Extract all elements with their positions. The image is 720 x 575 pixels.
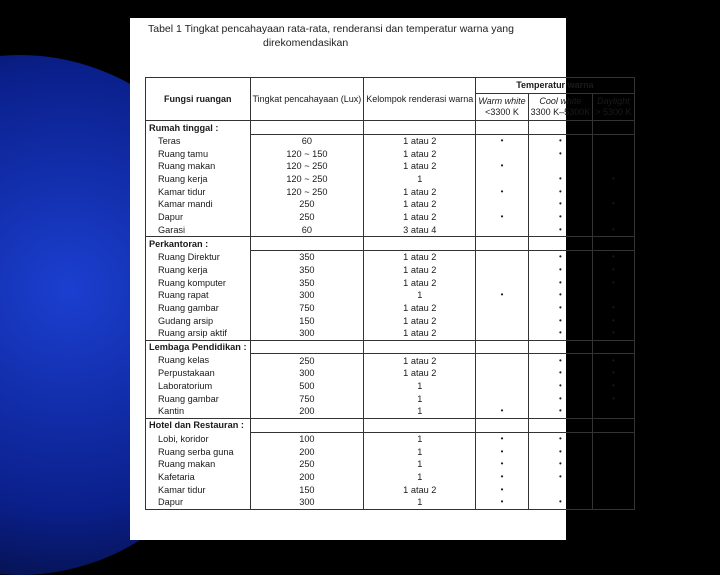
row-lux: 200 <box>250 445 364 458</box>
row-lux: 300 <box>250 367 364 380</box>
warm-marker: • <box>500 433 504 443</box>
row-warm-cell <box>476 264 528 277</box>
table-row <box>146 445 635 458</box>
cool-marker: • <box>559 446 562 456</box>
cool-marker: • <box>559 148 562 158</box>
cool-marker: • <box>559 199 562 209</box>
row-lux: 120 ~ 250 <box>250 185 364 198</box>
section-empty-cell <box>528 237 593 251</box>
row-cool-cell <box>528 185 593 198</box>
day-marker: • <box>611 224 615 234</box>
row-day-cell <box>593 380 634 393</box>
row-day-cell <box>593 173 634 186</box>
row-group: 1 <box>364 432 476 445</box>
day-marker: • <box>611 199 615 209</box>
row-day-cell <box>593 224 634 237</box>
cool-marker: • <box>559 406 562 416</box>
row-warm-cell <box>476 314 528 327</box>
row-day-cell <box>593 185 634 198</box>
row-name: Kafetaria <box>146 471 251 484</box>
row-day-cell <box>593 458 634 471</box>
row-day-cell <box>593 483 634 496</box>
table-row <box>146 314 635 327</box>
row-warm-cell <box>476 405 528 418</box>
section-empty-cell <box>364 418 476 432</box>
section-empty-cell <box>476 418 528 432</box>
cool-marker: • <box>559 381 562 391</box>
row-lux: 250 <box>250 458 364 471</box>
row-lux: 250 <box>250 354 364 367</box>
lighting-table <box>145 77 635 510</box>
warm-marker: • <box>500 406 504 416</box>
table-row <box>146 250 635 263</box>
header-warm <box>476 94 528 121</box>
row-lux: 100 <box>250 432 364 445</box>
row-warm-cell <box>476 173 528 186</box>
section-empty-cell <box>250 237 364 251</box>
section-empty-cell <box>364 121 476 135</box>
row-group: 1 atau 2 <box>364 250 476 263</box>
row-cool-cell <box>528 302 593 315</box>
row-name: Kamar tidur <box>146 483 251 496</box>
row-group: 1 <box>364 380 476 393</box>
row-day-cell <box>593 327 634 340</box>
header-kelompok: Kelompok renderasi warna <box>364 78 476 121</box>
table-row <box>146 483 635 496</box>
header-day-label: Daylight <box>597 96 630 106</box>
row-warm-cell <box>476 147 528 160</box>
cool-marker: • <box>559 290 562 300</box>
warm-marker: • <box>500 484 504 494</box>
row-warm-cell <box>476 445 528 458</box>
row-warm-cell <box>476 483 528 496</box>
row-group: 1 atau 2 <box>364 264 476 277</box>
row-cool-cell <box>528 445 593 458</box>
row-cool-cell <box>528 405 593 418</box>
warm-marker: • <box>500 212 504 222</box>
day-marker: • <box>611 277 615 287</box>
row-lux: 350 <box>250 264 364 277</box>
day-marker: • <box>611 252 615 262</box>
table-row <box>146 496 635 509</box>
row-group: 1 atau 2 <box>364 134 476 147</box>
cool-marker: • <box>559 315 562 325</box>
row-lux: 120 ~ 150 <box>250 147 364 160</box>
row-group: 1 <box>364 471 476 484</box>
row-cool-cell <box>528 264 593 277</box>
row-group: 1 atau 2 <box>364 211 476 224</box>
cool-marker: • <box>559 433 562 443</box>
row-name: Dapur <box>146 496 251 509</box>
table-row <box>146 367 635 380</box>
row-day-cell <box>593 289 634 302</box>
row-group: 1 atau 2 <box>364 302 476 315</box>
cool-marker: • <box>559 186 562 196</box>
table-row <box>146 211 635 224</box>
warm-marker: • <box>500 497 504 507</box>
row-cool-cell <box>528 432 593 445</box>
caption-line-1: Tabel 1 Tingkat pencahayaan rata-rata, renderansi dan temperatur warna yang <box>148 23 514 35</box>
table-caption <box>148 22 548 50</box>
section-row <box>146 121 635 135</box>
row-lux: 250 <box>250 198 364 211</box>
day-marker: • <box>611 368 615 378</box>
section-empty-cell <box>476 121 528 135</box>
table-row <box>146 147 635 160</box>
row-group: 1 <box>364 392 476 405</box>
row-group: 1 <box>364 289 476 302</box>
row-name: Garasi <box>146 224 251 237</box>
table-row <box>146 173 635 186</box>
table-row <box>146 224 635 237</box>
table-row <box>146 185 635 198</box>
section-empty-cell <box>364 237 476 251</box>
cool-marker: • <box>559 136 562 146</box>
row-day-cell <box>593 392 634 405</box>
caption-line-2: direkomendasikan <box>263 37 349 49</box>
row-group: 1 atau 2 <box>364 147 476 160</box>
row-cool-cell <box>528 314 593 327</box>
row-cool-cell <box>528 198 593 211</box>
section-empty-cell <box>528 418 593 432</box>
row-cool-cell <box>528 173 593 186</box>
section-empty-cell <box>476 340 528 354</box>
cool-marker: • <box>559 252 562 262</box>
row-lux: 120 ~ 250 <box>250 173 364 186</box>
row-group: 1 atau 2 <box>364 160 476 173</box>
row-group: 1 atau 2 <box>364 327 476 340</box>
row-lux: 60 <box>250 134 364 147</box>
section-empty-cell <box>476 237 528 251</box>
header-warm-label: Warm white <box>478 96 526 106</box>
section-empty-cell <box>593 340 634 354</box>
row-group: 1 atau 2 <box>364 276 476 289</box>
cool-marker: • <box>559 368 562 378</box>
row-name: Ruang gambar <box>146 302 251 315</box>
row-warm-cell <box>476 327 528 340</box>
cool-marker: • <box>559 459 562 469</box>
row-cool-cell <box>528 458 593 471</box>
row-group: 1 atau 2 <box>364 198 476 211</box>
table-row <box>146 160 635 173</box>
row-lux: 150 <box>250 483 364 496</box>
row-name: Ruang kelas <box>146 354 251 367</box>
table-row <box>146 198 635 211</box>
section-empty-cell <box>250 121 364 135</box>
row-lux: 300 <box>250 496 364 509</box>
table-row <box>146 289 635 302</box>
section-empty-cell <box>593 121 634 135</box>
cool-marker: • <box>559 224 562 234</box>
cool-marker: • <box>559 264 562 274</box>
section-title: Lembaga Pendidikan : <box>146 340 251 354</box>
cool-marker: • <box>559 393 562 403</box>
row-lux: 350 <box>250 276 364 289</box>
cool-marker: • <box>559 471 562 481</box>
row-name: Ruang gambar <box>146 392 251 405</box>
warm-marker: • <box>500 186 504 196</box>
warm-marker: • <box>500 161 504 171</box>
table-row <box>146 302 635 315</box>
cool-marker: • <box>559 497 562 507</box>
cool-marker: • <box>559 174 562 184</box>
warm-marker: • <box>500 136 504 146</box>
row-name: Ruang serba guna <box>146 445 251 458</box>
row-day-cell <box>593 405 634 418</box>
row-warm-cell <box>476 432 528 445</box>
row-group: 1 atau 2 <box>364 314 476 327</box>
row-lux: 300 <box>250 289 364 302</box>
warm-marker: • <box>500 459 504 469</box>
row-warm-cell <box>476 289 528 302</box>
table-row <box>146 264 635 277</box>
row-name: Ruang makan <box>146 160 251 173</box>
header-cool <box>528 94 593 121</box>
scanned-table-image <box>130 18 632 540</box>
header-cool-range: 3300 K–5300K <box>530 107 591 117</box>
row-cool-cell <box>528 211 593 224</box>
row-name: Laboratorium <box>146 380 251 393</box>
row-warm-cell <box>476 471 528 484</box>
header-warm-range: <3300 K <box>485 107 519 117</box>
day-marker: • <box>611 264 615 274</box>
row-day-cell <box>593 147 634 160</box>
row-cool-cell <box>528 496 593 509</box>
table-row <box>146 458 635 471</box>
row-cool-cell <box>528 367 593 380</box>
row-lux: 300 <box>250 327 364 340</box>
table-row <box>146 471 635 484</box>
row-lux: 750 <box>250 302 364 315</box>
cool-marker: • <box>559 277 562 287</box>
row-group: 3 atau 4 <box>364 224 476 237</box>
row-name: Teras <box>146 134 251 147</box>
header-temperatur: Temperatur warna <box>476 78 634 94</box>
section-row <box>146 340 635 354</box>
row-group: 1 <box>364 458 476 471</box>
row-day-cell <box>593 198 634 211</box>
row-lux: 350 <box>250 250 364 263</box>
table-row <box>146 432 635 445</box>
warm-marker: • <box>500 290 504 300</box>
row-name: Ruang kerja <box>146 264 251 277</box>
row-lux: 150 <box>250 314 364 327</box>
row-group: 1 atau 2 <box>364 483 476 496</box>
row-cool-cell <box>528 327 593 340</box>
row-lux: 750 <box>250 392 364 405</box>
row-lux: 500 <box>250 380 364 393</box>
row-name: Ruang kerja <box>146 173 251 186</box>
row-lux: 200 <box>250 405 364 418</box>
section-empty-cell <box>528 121 593 135</box>
row-group: 1 <box>364 173 476 186</box>
row-day-cell <box>593 276 634 289</box>
row-day-cell <box>593 134 634 147</box>
row-lux: 120 ~ 250 <box>250 160 364 173</box>
row-name: Ruang makan <box>146 458 251 471</box>
row-warm-cell <box>476 380 528 393</box>
row-cool-cell <box>528 134 593 147</box>
row-day-cell <box>593 471 634 484</box>
day-marker: • <box>611 174 615 184</box>
day-marker: • <box>611 393 615 403</box>
day-marker: • <box>611 381 615 391</box>
section-empty-cell <box>528 340 593 354</box>
section-empty-cell <box>250 340 364 354</box>
row-name: Kantin <box>146 405 251 418</box>
row-cool-cell <box>528 276 593 289</box>
row-cool-cell <box>528 160 593 173</box>
row-cool-cell <box>528 147 593 160</box>
row-warm-cell <box>476 211 528 224</box>
table-row <box>146 354 635 367</box>
row-name: Lobi, koridor <box>146 432 251 445</box>
row-group: 1 <box>364 445 476 458</box>
header-day <box>593 94 634 121</box>
row-lux: 60 <box>250 224 364 237</box>
warm-marker: • <box>500 446 504 456</box>
table-row <box>146 392 635 405</box>
row-group: 1 <box>364 496 476 509</box>
row-lux: 250 <box>250 211 364 224</box>
row-day-cell <box>593 354 634 367</box>
row-day-cell <box>593 314 634 327</box>
header-cool-label: Cool white <box>539 96 582 106</box>
row-warm-cell <box>476 496 528 509</box>
row-warm-cell <box>476 392 528 405</box>
row-cool-cell <box>528 471 593 484</box>
cool-marker: • <box>559 355 562 365</box>
cool-marker: • <box>559 328 562 338</box>
row-name: Dapur <box>146 211 251 224</box>
row-day-cell <box>593 432 634 445</box>
table-row <box>146 276 635 289</box>
section-empty-cell <box>250 418 364 432</box>
day-marker: • <box>611 302 615 312</box>
section-row <box>146 418 635 432</box>
row-group: 1 <box>364 405 476 418</box>
day-marker: • <box>611 328 615 338</box>
table-row <box>146 380 635 393</box>
section-title: Rumah tinggal : <box>146 121 251 135</box>
section-empty-cell <box>364 340 476 354</box>
row-cool-cell <box>528 250 593 263</box>
row-name: Ruang tamu <box>146 147 251 160</box>
row-warm-cell <box>476 224 528 237</box>
row-name: Ruang rapat <box>146 289 251 302</box>
row-cool-cell <box>528 354 593 367</box>
row-day-cell <box>593 160 634 173</box>
row-group: 1 atau 2 <box>364 185 476 198</box>
row-warm-cell <box>476 276 528 289</box>
row-name: Kamar mandi <box>146 198 251 211</box>
row-cool-cell <box>528 392 593 405</box>
row-warm-cell <box>476 354 528 367</box>
row-warm-cell <box>476 250 528 263</box>
row-warm-cell <box>476 134 528 147</box>
row-day-cell <box>593 250 634 263</box>
header-tingkat: Tingkat pencahayaan (Lux) <box>250 78 364 121</box>
row-name: Ruang Direktur <box>146 250 251 263</box>
header-day-range: > 5300 K <box>595 107 632 117</box>
row-name: Ruang arsip aktif <box>146 327 251 340</box>
row-warm-cell <box>476 367 528 380</box>
row-warm-cell <box>476 185 528 198</box>
table-row <box>146 134 635 147</box>
day-marker: • <box>611 355 615 365</box>
row-warm-cell <box>476 160 528 173</box>
row-cool-cell <box>528 224 593 237</box>
row-name: Gudang arsip <box>146 314 251 327</box>
section-empty-cell <box>593 237 634 251</box>
row-name: Perpustakaan <box>146 367 251 380</box>
section-row <box>146 237 635 251</box>
row-day-cell <box>593 445 634 458</box>
section-title: Perkantoran : <box>146 237 251 251</box>
row-cool-cell <box>528 380 593 393</box>
table-row <box>146 327 635 340</box>
row-group: 1 atau 2 <box>364 354 476 367</box>
day-marker: • <box>611 315 615 325</box>
cool-marker: • <box>559 212 562 222</box>
row-cool-cell <box>528 483 593 496</box>
row-warm-cell <box>476 458 528 471</box>
cool-marker: • <box>559 302 562 312</box>
row-group: 1 atau 2 <box>364 367 476 380</box>
row-name: Kamar tidur <box>146 185 251 198</box>
section-empty-cell <box>593 418 634 432</box>
row-day-cell <box>593 302 634 315</box>
row-name: Ruang komputer <box>146 276 251 289</box>
row-cool-cell <box>528 289 593 302</box>
table-body <box>146 121 635 510</box>
row-lux: 200 <box>250 471 364 484</box>
section-title: Hotel dan Restauran : <box>146 418 251 432</box>
row-day-cell <box>593 264 634 277</box>
row-day-cell <box>593 496 634 509</box>
warm-marker: • <box>500 471 504 481</box>
row-day-cell <box>593 367 634 380</box>
row-warm-cell <box>476 302 528 315</box>
row-warm-cell <box>476 198 528 211</box>
table-row <box>146 405 635 418</box>
header-fungsi: Fungsi ruangan <box>146 78 251 121</box>
row-day-cell <box>593 211 634 224</box>
